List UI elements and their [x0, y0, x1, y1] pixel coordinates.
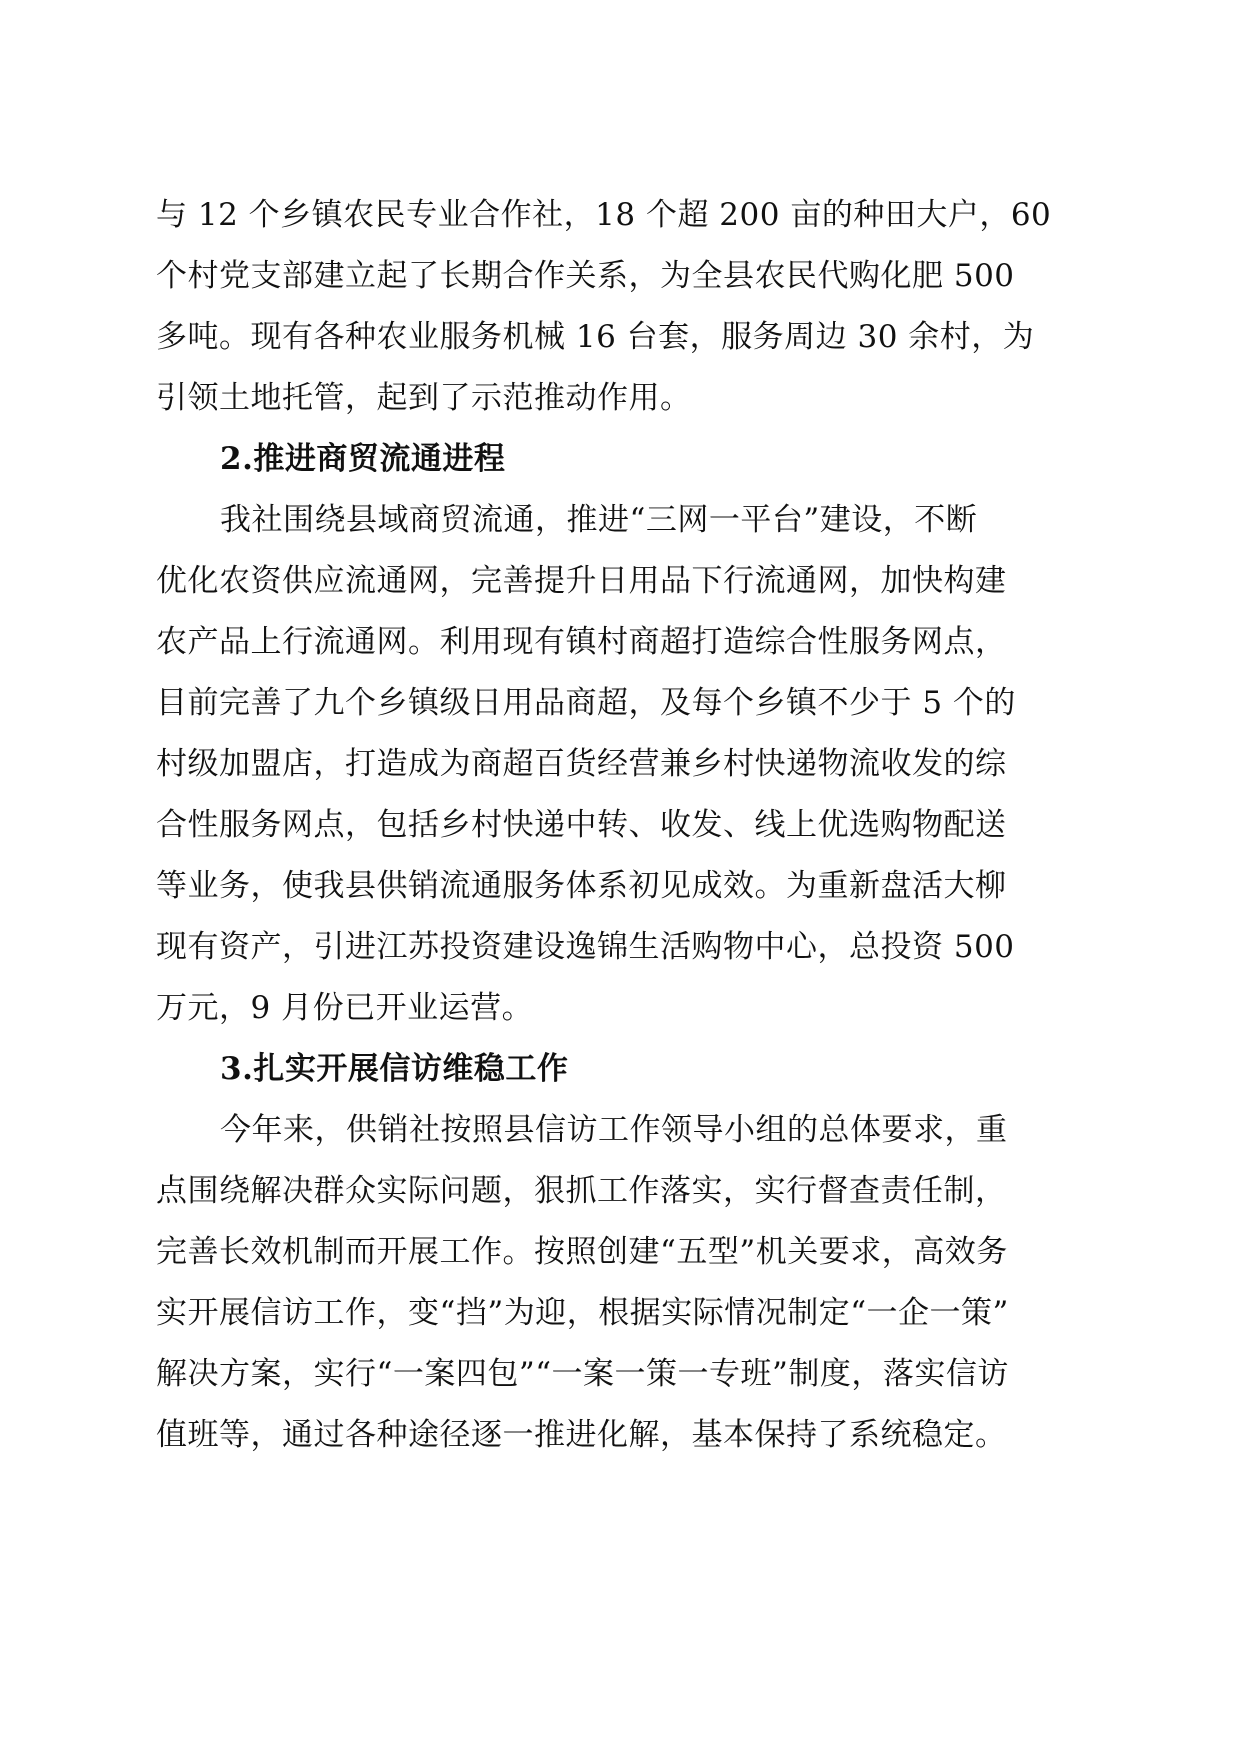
document-body — [156, 185, 1076, 1466]
text-line: 合性服务网点，包括乡村快递中转、收发、线上优选购物配送 — [156, 807, 1007, 843]
text-line: 目前完善了九个乡镇级日用品商超，及每个乡镇不少于 5 个的 — [156, 685, 1016, 721]
text-line: 等业务，使我县供销流通服务体系初见成效。为重新盘活大柳 — [156, 868, 1007, 904]
text-line: 现有资产，引进江苏投资建设逸锦生活购物中心，总投资 500 — [156, 929, 1015, 965]
section-heading-3: 3.扎实开展信访维稳工作 — [220, 1051, 569, 1087]
text-line: 个村党支部建立起了长期合作关系，为全县农民代购化肥 500 — [156, 258, 1015, 294]
text-line: 实开展信访工作，变“挡”为迎，根据实际情况制定“一企一策” — [156, 1295, 1009, 1331]
paragraph-3 — [156, 1100, 1076, 1466]
section-heading-2: 2.推进商贸流通进程 — [220, 441, 506, 477]
text-line: 点围绕解决群众实际问题，狠抓工作落实，实行督查责任制， — [156, 1173, 1007, 1209]
paragraph-2 — [156, 490, 1076, 1039]
text-line: 解决方案，实行“一案四包”“一案一策一专班”制度，落实信访 — [156, 1356, 1009, 1392]
text-line: 村级加盟店，打造成为商超百货经营兼乡村快递物流收发的综 — [156, 746, 1007, 782]
text-line: 万元，9 月份已开业运营。 — [156, 990, 534, 1026]
text-line: 与 12 个乡镇农民专业合作社，18 个超 200 亩的种田大户，60 — [156, 197, 1052, 233]
paragraph-1 — [156, 185, 1076, 429]
text-line: 值班等，通过各种途径逐一推进化解，基本保持了系统稳定。 — [156, 1417, 1007, 1453]
text-line: 优化农资供应流通网，完善提升日用品下行流通网，加快构建 — [156, 563, 1007, 599]
text-line: 多吨。现有各种农业服务机械 16 台套，服务周边 30 余村，为 — [156, 319, 1035, 355]
text-line: 我社围绕县域商贸流通，推进“三网一平台”建设，不断 — [220, 502, 978, 538]
text-line: 完善长效机制而开展工作。按照创建“五型”机关要求，高效务 — [156, 1234, 1008, 1270]
text-line: 农产品上行流通网。利用现有镇村商超打造综合性服务网点， — [156, 624, 1007, 660]
text-line: 引领土地托管，起到了示范推动作用。 — [156, 380, 692, 416]
text-line: 今年来，供销社按照县信访工作领导小组的总体要求，重 — [220, 1112, 1008, 1148]
